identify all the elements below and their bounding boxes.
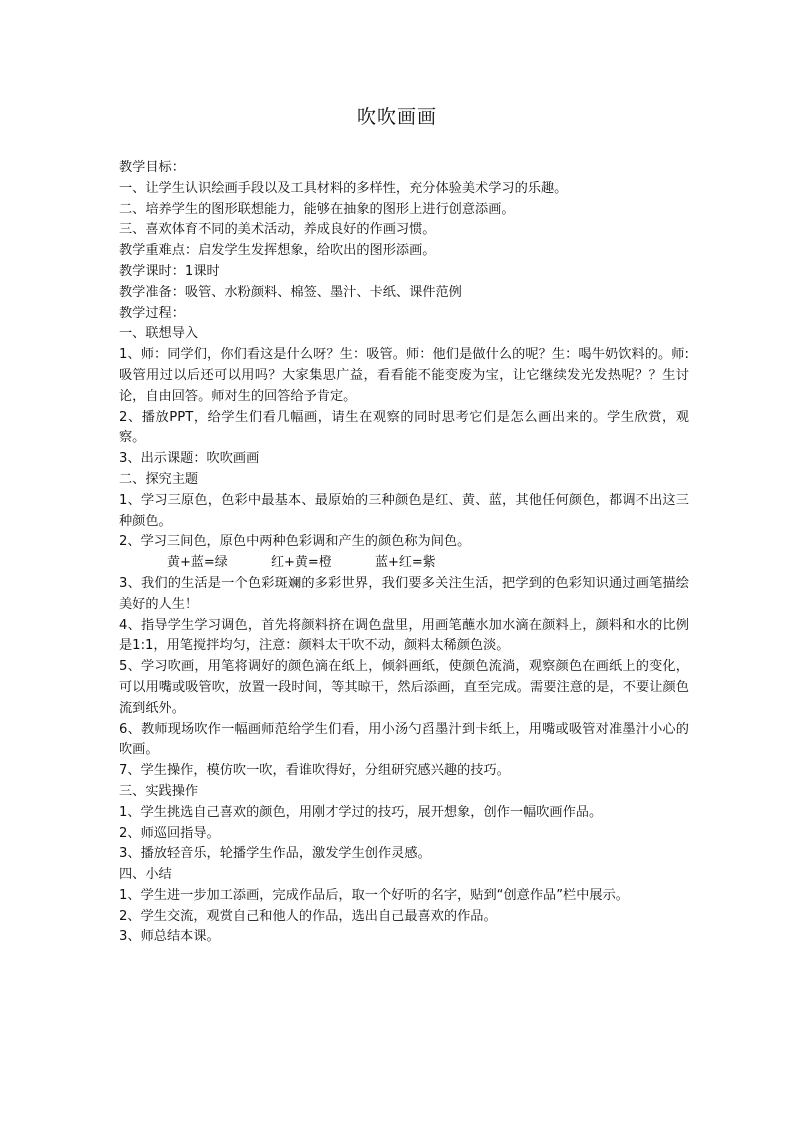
paragraph-1-3: 3、出示课题：吹吹画画 [119,451,260,467]
document-body [119,158,689,948]
paragraph-4-1: 1、学生进一步加工添画，完成作品后，取一个好听的名字，贴到“创意作品”栏中展示。 [119,887,629,903]
objective-3: 三、喜欢体育不同的美术活动，养成良好的作画习惯。 [119,222,436,238]
heading-part-2: 二、探究主题 [119,471,199,487]
paragraph-2-5: 5、学习吹画，用笔将调好的颜色滴在纸上，倾斜画纸，使颜色流淌，观察颜色在画纸上的变化，可以用嘴或吸管吹，放置一段时间，等其晾干，然后添画，直至完成。需要注意的是，不要让颜色流到纸外。 [119,659,689,716]
formula-green: 黄+蓝=绿 [167,555,228,571]
formula-orange: 红+黄=橙 [271,555,332,571]
paragraph-2-4: 4、指导学生学习调色，首先将颜料挤在调色盘里，用画笔蘸水加水滴在颜料上，颜料和水的比例是1:1，用笔搅拌均匀，注意：颜料太干吹不动，颜料太稀颜色淡。 [119,617,689,654]
paragraph-4-2: 2、学生交流，观赏自己和他人的作品，选出自己最喜欢的作品。 [119,908,497,924]
section-label-process: 教学过程： [119,305,185,321]
objective-1: 一、让学生认识绘画手段以及工具材料的多样性，充分体验美术学习的乐趣。 [119,180,568,196]
teaching-materials: 教学准备：吸管、水粉颜料、棉签、墨汁、卡纸、课件范例 [119,284,462,300]
heading-part-1: 一、联想导入 [119,326,199,342]
document-title: 吹吹画画 [356,106,437,128]
paragraph-3-3: 3、播放轻音乐，轮播学生作品，激发学生创作灵感。 [119,846,431,862]
paragraph-1-2: 2、播放PPT，给学生们看几幅画，请生在观察的同时思考它们是怎么画出来的。学生欣赏，观察。 [119,409,689,446]
key-difficulty: 教学重难点：启发学生发挥想象，给吹出的图形添画。 [119,243,436,259]
paragraph-2-3: 3、我们的生活是一个色彩斑斓的多彩世界，我们要多关注生活，把学到的色彩知识通过画笔描绘美好的人生！ [119,575,689,612]
heading-part-4: 四、小结 [119,867,172,883]
paragraph-2-1: 1、学习三原色，色彩中最基本、最原始的三种颜色是红、黄、蓝，其他任何颜色，都调不出这三种颜色。 [119,492,689,529]
paragraph-2-2: 2、学习三间色，原色中两种色彩调和产生的颜色称为间色。 [119,534,471,550]
class-hours: 教学课时：1课时 [119,263,220,279]
objective-2: 二、培养学生的图形联想能力，能够在抽象的图形上进行创意添画。 [119,201,515,217]
color-formula-row [119,553,689,574]
paragraph-2-6: 6、教师现场吹作一幅画师范给学生们看，用小汤勺舀墨汁到卡纸上，用嘴或吸管对准墨汁小心的吹画。 [119,721,689,758]
paragraph-1-1: 1、师：同学们，你们看这是什么呀？生：吸管。师：他们是做什么的呢？生：喝牛奶饮料的。师:吸管用过以后还可以用吗？大家集思广益，看看能不能变废为宝，让它继续发光发热呢？？生讨论，自由回答。师对生的回答给予肯定。 [119,347,689,404]
formula-purple: 蓝+红=紫 [375,555,436,571]
heading-part-3: 三、实践操作 [119,783,199,799]
paragraph-2-7: 7、学生操作，模仿吹一吹，看谁吹得好，分组研究感兴趣的技巧。 [119,763,510,779]
paragraph-3-2: 2、师巡回指导。 [119,825,220,841]
paragraph-3-1: 1、学生挑选自己喜欢的颜色，用刚才学过的技巧，展开想象，创作一幅吹画作品。 [119,804,603,820]
paragraph-4-3: 3、师总结本课。 [119,929,220,945]
section-label-objectives: 教学目标： [119,160,185,175]
